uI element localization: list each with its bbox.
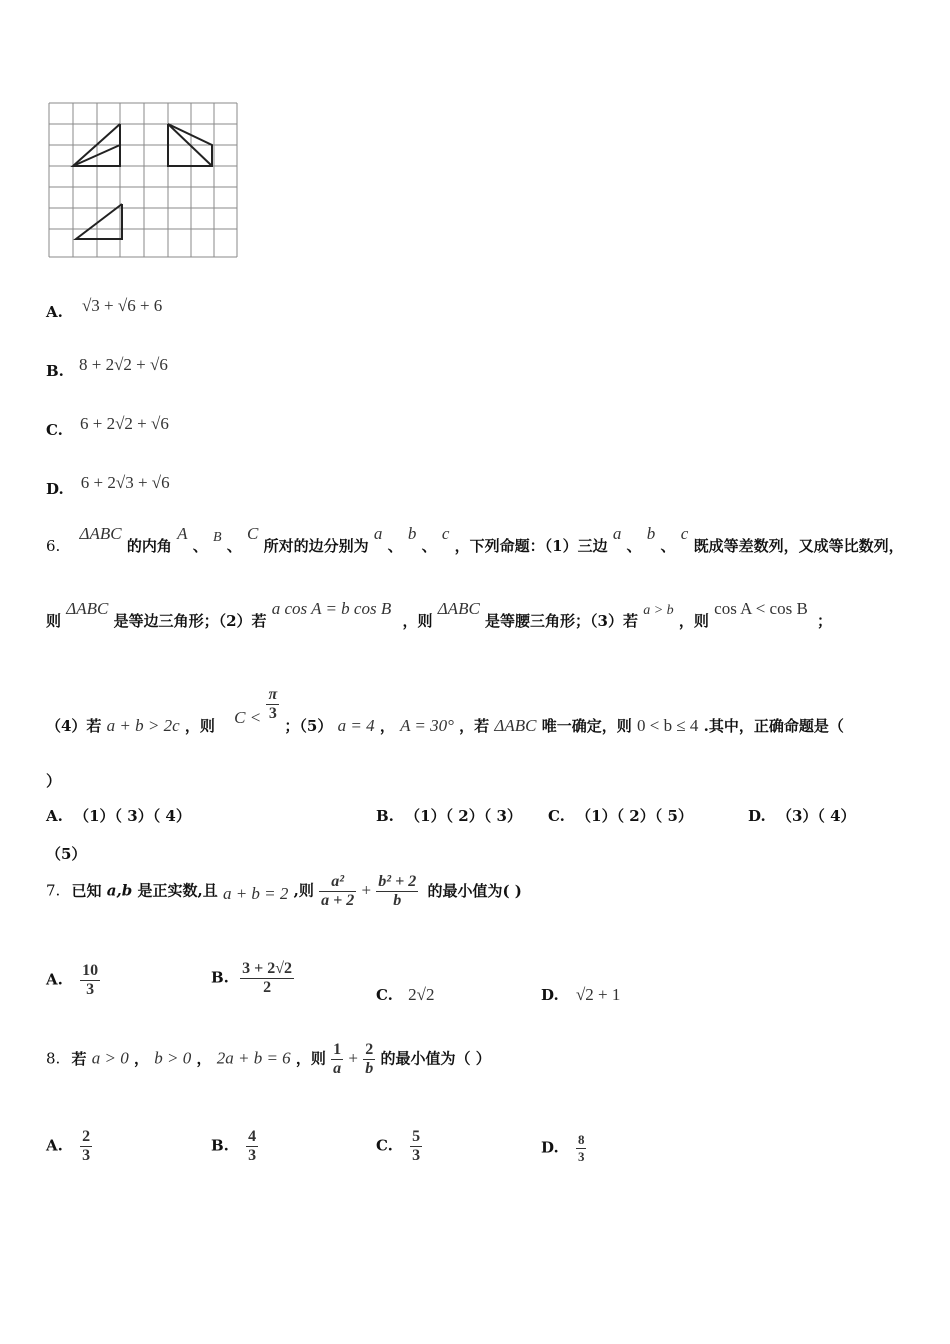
q7-option-b[interactable]: B. $\frac{3 + 2√2}{2}$ (211, 960, 293, 996)
q6-line-1: 6. ΔABC 的内角 A 、 B 、 C 所对的边分别为 a 、 b 、 c ，下列命题：（1）三边 a 、 b 、 c 既成等差数列，又成等比数列， (46, 524, 904, 555)
q8-fraction-2: $\frac{2}{b}$ (365, 1041, 374, 1077)
q6-option-a[interactable]: A. （1）（ 3）（ 4） (46, 807, 191, 825)
q6-option-wrap: （5） (46, 845, 87, 863)
q6-line-3: （4）若 a + b > 2c ，则 C < $\frac{\pi}{3}$ ；（5） a = 4 ， A = 30° ，若 ΔABC 唯一确定，则 0 < b ≤ 4 .其中，正确命题是（ (46, 686, 844, 735)
q5-option-d[interactable]: D. 6 + 2√3 + √6 (46, 473, 170, 498)
q7-fraction-2: $\frac{\text{b² + 2}}{b}$ (378, 873, 417, 909)
q6-option-c[interactable]: C. （1）（ 2）（ 5） (548, 807, 693, 825)
q7-stem: 7. 已知 a,b 是正实数,且 a + b = 2 ,则 $\frac{\text{a²}}{a + 2}$ + $\frac{\text{b² + 2}}{b}$ 的最小值为( ) (46, 873, 522, 909)
q6-number: 6. (46, 537, 61, 555)
q6-option-d[interactable]: D. （3）（ 4） (748, 807, 856, 825)
q5-option-b-expr: 8 + 2√2 + √6 (79, 355, 168, 374)
q6-option-b[interactable]: B. （1）（ 2）（ 3） (376, 807, 522, 825)
grid-three-view-figure (48, 102, 238, 259)
q5-option-c[interactable]: C. 6 + 2√2 + √6 (46, 414, 169, 439)
q6-line-2: 则 ΔABC 是等边三角形；（2）若 a cos A = b cos B ，则 ΔABC 是等腰三角形；（3）若 a > b ，则 cos A < cos B ； (46, 599, 833, 630)
q5-option-b[interactable]: B. 8 + 2√2 + √6 (46, 355, 168, 380)
q8-option-c[interactable]: C. $\frac{5}{3}$ (376, 1128, 421, 1164)
q8-stem: 8. 若 a > 0 ， b > 0 ， 2a + b = 6 ，则 $\frac{1}{a}$ + $\frac{2}{b}$ 的最小值为（ ） (46, 1041, 491, 1077)
q8-option-b[interactable]: B. $\frac{4}{3}$ (211, 1128, 257, 1164)
q7-option-a[interactable]: A. $\frac{10}{3}$ (46, 962, 99, 998)
q8-fraction-1: $\frac{1}{a}$ (333, 1041, 342, 1077)
q8-option-d[interactable]: D. $\frac{8}{3}$ (541, 1132, 585, 1164)
q7-option-c[interactable]: C. 2√2 (376, 985, 435, 1004)
q5-option-a-expr: √3 + √6 + 6 (81, 296, 163, 315)
q5-option-c-expr: 6 + 2√2 + √6 (80, 414, 169, 433)
q8-option-a[interactable]: A. $\frac{2}{3}$ (46, 1128, 91, 1164)
q7-fraction-1: $\frac{\text{a²}}{a + 2}$ (321, 873, 355, 909)
q5-option-a[interactable]: A. √3 + √6 + 6 (46, 296, 163, 321)
q7-option-d[interactable]: D. √2 + 1 (541, 985, 621, 1004)
q6-line-4: ） (46, 772, 62, 790)
pi-over-3-fraction: $\frac{\pi}{3}$ (268, 686, 278, 722)
q5-option-d-expr: 6 + 2√3 + √6 (80, 473, 170, 492)
